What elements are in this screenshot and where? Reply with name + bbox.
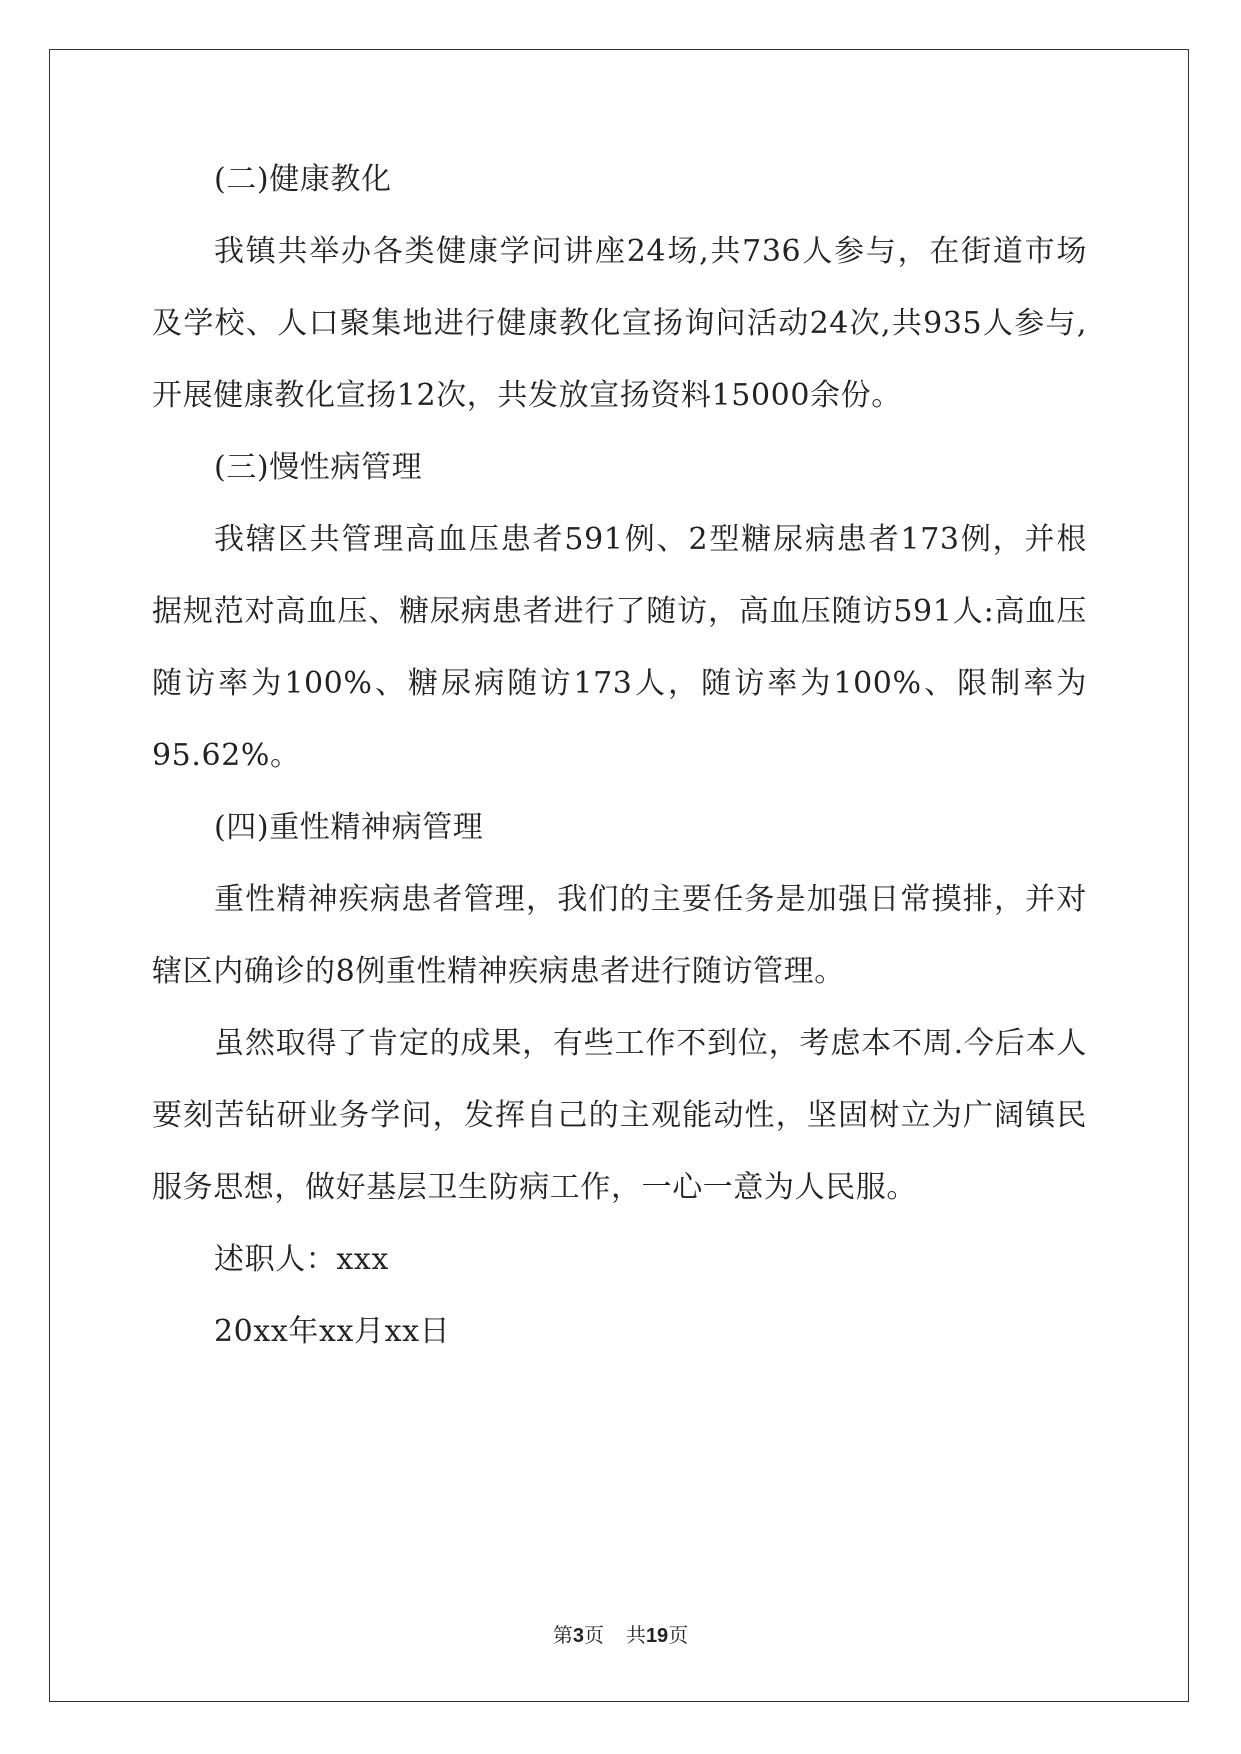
page-suffix: 页 bbox=[583, 1623, 604, 1647]
paragraph-line: 随访率为100%、糖尿病随访173人，随访率为100%、限制率为 bbox=[152, 666, 1087, 701]
paragraph-line: 要刻苦钻研业务学问，发挥自己的主观能动性，坚固树立为广阔镇民 bbox=[152, 1098, 1087, 1133]
paragraph-line: 我辖区共管理高血压患者591例、2型糖尿病患者173例，并根 bbox=[214, 522, 1087, 557]
total-prefix: 共 bbox=[625, 1623, 646, 1647]
report-date: 20xx年xx月xx日 bbox=[214, 1314, 451, 1349]
reporter-signature: 述职人：xxx bbox=[214, 1242, 389, 1277]
page-border bbox=[49, 49, 1189, 1702]
page-prefix: 第 bbox=[552, 1623, 573, 1647]
paragraph-line: 重性精神疾病患者管理，我们的主要任务是加强日常摸排，并对 bbox=[214, 882, 1087, 917]
section-heading-chronic-disease: (三)慢性病管理 bbox=[214, 450, 423, 485]
paragraph-line: 虽然取得了肯定的成果，有些工作不到位，考虑本不周.今后本人 bbox=[214, 1026, 1087, 1061]
paragraph-line: 据规范对高血压、糖尿病患者进行了随访，高血压随访591人:高血压 bbox=[152, 594, 1087, 629]
section-heading-health-education: (二)健康教化 bbox=[214, 162, 392, 197]
section-heading-mental-illness: (四)重性精神病管理 bbox=[214, 810, 484, 845]
paragraph-line: 及学校、人口聚集地进行健康教化宣扬询问活动24次,共935人参与, bbox=[152, 306, 1087, 341]
paragraph-line: 辖区内确诊的8例重性精神疾病患者进行随访管理。 bbox=[152, 954, 845, 989]
paragraph-line: 开展健康教化宣扬12次，共发放宣扬资料15000余份。 bbox=[152, 378, 902, 413]
paragraph-line: 95.62%。 bbox=[152, 738, 301, 773]
total-page-number: 19 bbox=[645, 1625, 669, 1647]
page-number-footer bbox=[0, 1622, 1241, 1649]
current-page-number: 3 bbox=[572, 1625, 584, 1647]
paragraph-line: 我镇共举办各类健康学问讲座24场,共736人参与，在街道市场 bbox=[214, 234, 1087, 269]
total-suffix: 页 bbox=[668, 1623, 689, 1647]
paragraph-line: 服务思想，做好基层卫生防病工作，一心一意为人民服。 bbox=[152, 1170, 917, 1205]
